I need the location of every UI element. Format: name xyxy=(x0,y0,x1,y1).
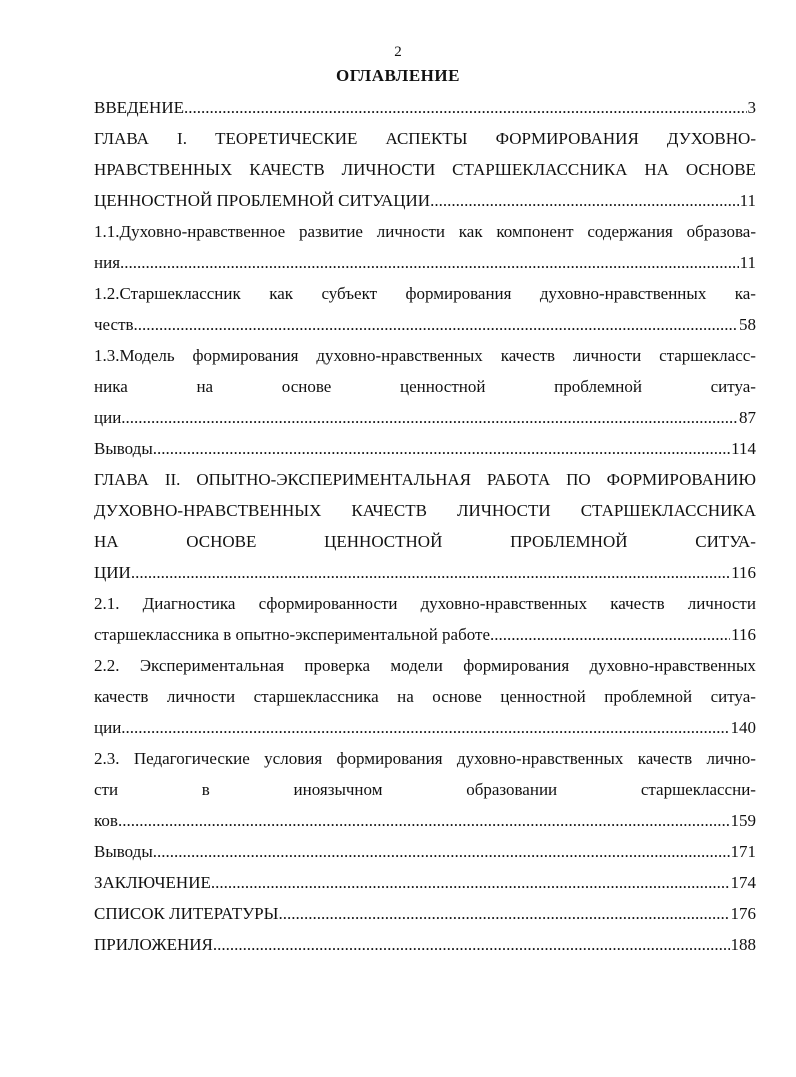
toc-word: личности xyxy=(572,346,642,365)
toc-entry-text: ЦЕННОСТНОЙ ПРОБЛЕМНОЙ СИТУАЦИИ xyxy=(94,191,431,210)
toc-word: ГЛАВА xyxy=(94,470,149,489)
toc-section-1-1-line-1[interactable] xyxy=(94,216,756,247)
toc-word: лично- xyxy=(706,749,756,768)
toc-word: НА xyxy=(644,160,669,179)
dot-leader xyxy=(153,836,730,867)
dot-leader xyxy=(430,185,739,216)
toc-section-2-2-line-1[interactable] xyxy=(94,650,756,681)
dot-leader xyxy=(184,92,747,123)
toc-word: СИТУА- xyxy=(695,532,756,551)
toc-entry-introduction[interactable] xyxy=(94,92,756,123)
toc-word: СТАРШЕКЛАССНИКА xyxy=(452,160,628,179)
toc-entry-text: СПИСОК ЛИТЕРАТУРЫ xyxy=(94,904,279,923)
toc-word: СТАРШЕКЛАССНИКА xyxy=(580,501,756,520)
toc-word: Диагностика xyxy=(142,594,236,613)
toc-page-number: 174 xyxy=(730,873,756,892)
toc-word: проблемной xyxy=(604,687,693,706)
toc-page-number: 171 xyxy=(730,842,756,861)
toc-word: ЛИЧНОСТИ xyxy=(341,160,436,179)
toc-section-2-2-line-2[interactable] xyxy=(94,681,756,712)
toc-word: ЦЕННОСТНОЙ xyxy=(324,532,443,551)
toc-entry-conclusions-2[interactable] xyxy=(94,836,756,867)
toc-word: компонент xyxy=(496,222,574,241)
toc-word: ситуа- xyxy=(710,377,756,396)
toc-page-number: 140 xyxy=(730,718,756,737)
toc-entry-text: ции xyxy=(94,408,122,427)
toc-word: качеств xyxy=(94,687,149,706)
toc-page-number: 176 xyxy=(730,904,756,923)
toc-word: проблемной xyxy=(554,377,642,396)
toc-section-1-3-line-2[interactable] xyxy=(94,371,756,402)
toc-word: условия xyxy=(264,749,323,768)
toc-entry-text: ЗАКЛЮЧЕНИЕ xyxy=(94,873,211,892)
toc-word: КАЧЕСТВ xyxy=(351,501,427,520)
toc-word: II. xyxy=(164,470,181,489)
toc-word: личности xyxy=(687,594,756,613)
toc-word: качеств xyxy=(500,346,556,365)
toc-word: духовно-нравственных xyxy=(420,594,588,613)
table-of-contents xyxy=(94,92,756,960)
toc-entry-conclusion[interactable] xyxy=(94,867,756,898)
dot-leader xyxy=(121,402,738,433)
toc-word: КАЧЕСТВ xyxy=(249,160,325,179)
page-number: 2 xyxy=(394,44,402,60)
toc-section-1-1-line-2[interactable] xyxy=(94,247,756,278)
toc-word: ДУХОВНО-НРАВСТВЕННЫХ xyxy=(94,501,322,520)
toc-word: старшеклассника xyxy=(253,687,379,706)
toc-word: формирования xyxy=(336,749,443,768)
toc-section-1-3-line-1[interactable] xyxy=(94,340,756,371)
dot-leader xyxy=(278,898,729,929)
toc-entry-text: ПРИЛОЖЕНИЯ xyxy=(94,935,213,954)
toc-word: ГЛАВА xyxy=(94,129,149,148)
toc-page-number: 114 xyxy=(731,439,756,458)
toc-word: на xyxy=(397,687,414,706)
toc-word: ФОРМИРОВАНИЯ xyxy=(495,129,639,148)
toc-word: духовно-нравственных xyxy=(456,749,624,768)
toc-word: Экспериментальная xyxy=(139,656,285,675)
toc-word: качеств xyxy=(610,594,665,613)
toc-word: 1.2.Старшеклассник xyxy=(94,284,241,303)
toc-word: ОСНОВЕ xyxy=(186,532,257,551)
toc-section-1-2-line-1[interactable] xyxy=(94,278,756,309)
toc-word: старшекласс- xyxy=(659,346,756,365)
toc-word: ПРОБЛЕМНОЙ xyxy=(510,532,628,551)
toc-word: формирования xyxy=(192,346,299,365)
toc-word: проверка xyxy=(304,656,371,675)
toc-word: 2.3. xyxy=(94,749,120,768)
dot-leader xyxy=(131,557,730,588)
toc-word: ценностной xyxy=(400,377,486,396)
dot-leader xyxy=(120,247,739,278)
toc-word: духовно-нравственных xyxy=(539,284,707,303)
toc-word: основе xyxy=(432,687,482,706)
toc-section-2-1-line-2[interactable] xyxy=(94,619,756,650)
toc-word: как xyxy=(269,284,294,303)
toc-word: формирования xyxy=(405,284,512,303)
toc-page-number: 3 xyxy=(747,98,756,117)
toc-word: развитие xyxy=(299,222,363,241)
toc-section-2-1-line-1[interactable] xyxy=(94,588,756,619)
toc-page-number: 11 xyxy=(739,253,756,272)
toc-word: ДУХОВНО- xyxy=(666,129,756,148)
toc-word: ПО xyxy=(566,470,591,489)
toc-word: ситуа- xyxy=(710,687,756,706)
toc-word: 2.1. xyxy=(94,594,120,613)
toc-word: 1.3.Модель xyxy=(94,346,175,365)
toc-section-1-2-line-2[interactable] xyxy=(94,309,756,340)
dot-leader xyxy=(211,867,730,898)
toc-page-number: 188 xyxy=(730,935,756,954)
toc-word: личности xyxy=(166,687,236,706)
dot-leader xyxy=(118,805,730,836)
toc-page-number: 87 xyxy=(739,408,756,427)
dot-leader xyxy=(121,712,729,743)
toc-word: иноязычном xyxy=(293,780,383,799)
toc-entry-text: честв xyxy=(94,315,134,334)
dot-leader xyxy=(134,309,738,340)
toc-word: формирования xyxy=(463,656,570,675)
toc-section-2-2-line-3[interactable] xyxy=(94,712,756,743)
dot-leader xyxy=(213,929,730,960)
toc-entry-text: Выводы xyxy=(94,439,153,458)
toc-word: ТЕОРЕТИЧЕСКИЕ xyxy=(215,129,358,148)
toc-chapter-1-line-3[interactable] xyxy=(94,185,756,216)
toc-entry-text: старшеклассника в опытно-экспериментальной работе xyxy=(94,625,490,644)
toc-title: ОГЛАВЛЕНИЕ xyxy=(336,66,460,85)
toc-entry-references[interactable] xyxy=(94,898,756,929)
toc-word: на xyxy=(196,377,214,396)
toc-entry-text: ков xyxy=(94,811,118,830)
toc-word: качеств xyxy=(637,749,693,768)
toc-chapter-2-line-1[interactable] xyxy=(94,464,756,495)
toc-page-number: 11 xyxy=(739,191,756,210)
toc-word: образовании xyxy=(466,780,558,799)
toc-word: ника xyxy=(94,377,128,396)
toc-entry-conclusions-1[interactable] xyxy=(94,433,756,464)
toc-word: 1.1.Духовно-нравственное xyxy=(94,222,286,241)
toc-section-2-3-line-2[interactable] xyxy=(94,774,756,805)
toc-section-2-3-line-3[interactable] xyxy=(94,805,756,836)
toc-word: НРАВСТВЕННЫХ xyxy=(94,160,233,179)
toc-entry-text: ции xyxy=(94,718,122,737)
toc-word: ОПЫТНО-ЭКСПЕРИМЕНТАЛЬНАЯ xyxy=(196,470,471,489)
toc-page-number: 116 xyxy=(731,625,756,644)
toc-word: АСПЕКТЫ xyxy=(385,129,468,148)
toc-word: ценностной xyxy=(500,687,586,706)
toc-word: образова- xyxy=(686,222,756,241)
toc-entry-text: ЦИИ xyxy=(94,563,131,582)
toc-word: сти xyxy=(94,780,119,799)
toc-entry-text: Выводы xyxy=(94,842,153,861)
toc-entry-appendices[interactable] xyxy=(94,929,756,960)
toc-word: основе xyxy=(281,377,332,396)
dot-leader xyxy=(490,619,730,650)
toc-word: духовно-нравственных xyxy=(589,656,756,675)
toc-chapter-2-line-2[interactable] xyxy=(94,495,756,526)
toc-chapter-1-line-1[interactable] xyxy=(94,123,756,154)
toc-word: личности xyxy=(376,222,445,241)
toc-word: ОСНОВЕ xyxy=(685,160,756,179)
toc-word: ФОРМИРОВАНИЮ xyxy=(606,470,756,489)
toc-word: НА xyxy=(94,532,119,551)
toc-word: ка- xyxy=(734,284,756,303)
toc-entry-text: ВВЕДЕНИЕ xyxy=(94,98,184,117)
dot-leader xyxy=(153,433,730,464)
toc-word: в xyxy=(201,780,210,799)
toc-word: ЛИЧНОСТИ xyxy=(457,501,551,520)
toc-word: духовно-нравственных xyxy=(316,346,483,365)
toc-word: РАБОТА xyxy=(486,470,551,489)
toc-word: как xyxy=(458,222,483,241)
toc-page-number: 58 xyxy=(739,315,756,334)
toc-word: 2.2. xyxy=(94,656,120,675)
toc-page-number: 116 xyxy=(731,563,756,582)
toc-entry-text: ния xyxy=(94,253,121,272)
toc-chapter-2-line-4[interactable] xyxy=(94,557,756,588)
toc-word: содержания xyxy=(587,222,673,241)
toc-section-1-3-line-3[interactable] xyxy=(94,402,756,433)
toc-word: сформированности xyxy=(258,594,398,613)
toc-page-number: 159 xyxy=(730,811,756,830)
toc-word: субъект xyxy=(321,284,378,303)
toc-section-2-3-line-1[interactable] xyxy=(94,743,756,774)
toc-word: Педагогические xyxy=(133,749,250,768)
toc-word: I. xyxy=(177,129,187,148)
toc-chapter-2-line-3[interactable] xyxy=(94,526,756,557)
toc-word: старшеклассни- xyxy=(640,780,756,799)
toc-word: модели xyxy=(390,656,443,675)
toc-chapter-1-line-2[interactable] xyxy=(94,154,756,185)
